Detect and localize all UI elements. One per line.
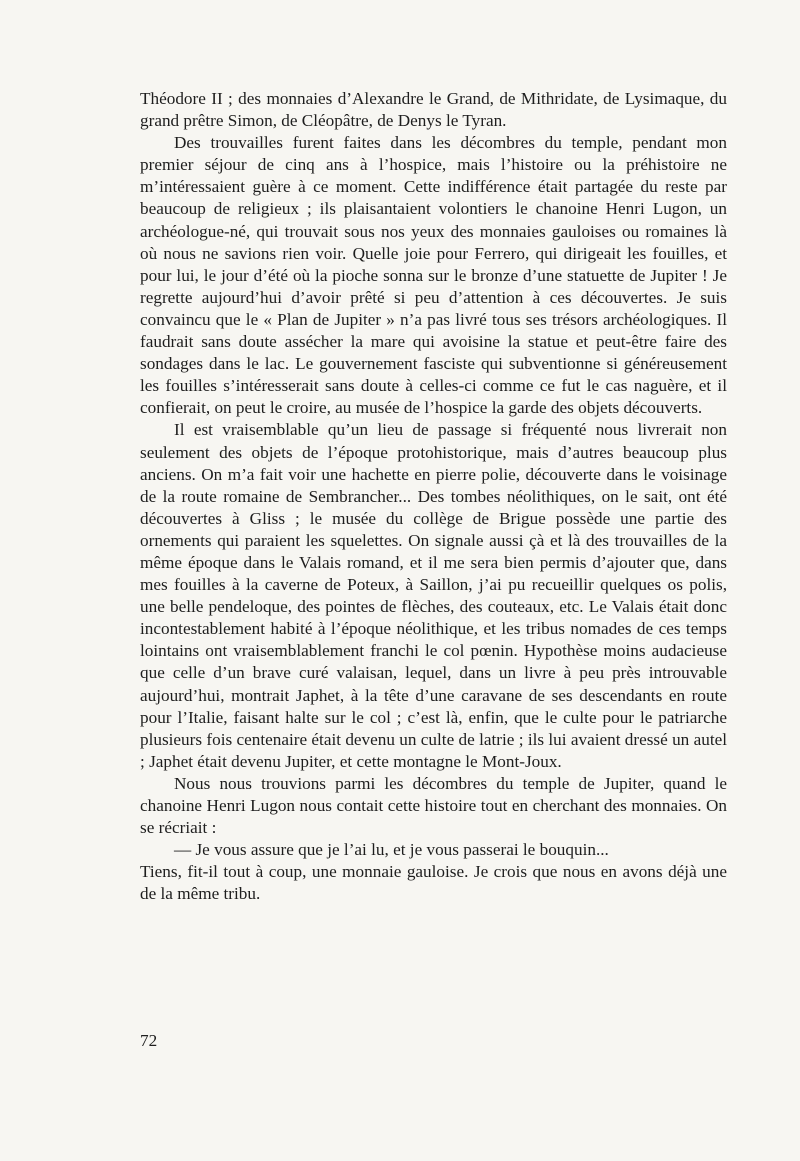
paragraph-temple-ruins: Nous nous trouvions parmi les décombres du temple de Jupiter, quand le chanoine Henri Lugon nous contait cette histoire tout en cherchant des monnaies. On se récriait :: [140, 773, 727, 838]
page-number: 72: [140, 1031, 158, 1050]
paragraph-gaulish-coin: Tiens, fit-il tout à coup, une monnaie gauloise. Je crois que nous en avons déjà une de la même tribu.: [140, 862, 727, 904]
paragraph-continuation: Théodore II ; des monnaies d’Alexandre le Grand, de Mithridate, de Lysimaque, du grand prêtre Simon, de Cléopâtre, de Denys le Tyran.: [140, 89, 727, 131]
paragraph-dialogue: — Je vous assure que je l’ai lu, et je vous passerai le bouquin...: [174, 840, 609, 860]
paragraph-discoveries: Des trouvailles furent faites dans les décombres du temple, pendant mon premier séjour de cinq ans à l’hospice, mais l’histoire ou la préhistoire ne m’intéressaient guère à ce moment. Cette indifférence était partagée du reste par beaucoup de religieux ; ils plaisantaient volontiers le chanoine Henri Lugon, un archéologue-né, qui trouvait sous nos yeux des monnaies gauloises ou romaines là où nous ne savions rien voir. Quelle joie pour Ferrero, qui dirigeait les fouilles, et pour lui, le jour d’été où la pioche sonna sur le bronze d’une statuette de Jupiter ! Je regrette aujourd’hui d’avoir prêté si peu d’attention à ces découvertes. Je suis convaincu que le « Plan de Jupiter » n’a pas livré tous ses trésors archéologiques. Il faudrait sans doute assécher la mare qui avoisine la statue et peut-être faire des sondages dans le lac. Le gouvernement fasciste qui subventionne si généreusement les fouilles s’intéresserait sans doute à celles-ci comme ce fut le cas naguère, et il confierait, on peut le croire, au musée de l’hospice la garde des objets découverts.: [140, 133, 727, 418]
body-text: [140, 88, 727, 905]
paragraph-neolithic: Il est vraisemblable qu’un lieu de passage si fréquenté nous livrerait non seulement des objets de l’époque protohistorique, mais d’autres beaucoup plus anciens. On m’a fait voir une hachette en pierre polie, découverte dans le voisinage de la route romaine de Sembrancher... Des tombes néolithiques, on le sait, ont été découvertes à Gliss ; le musée du collège de Brigue possède une partie des ornements qui paraient les squelettes. On signale aussi çà et là des trouvailles de la même époque dans le Valais romand, et il me sera bien permis d’ajouter que, dans mes fouilles à la caverne de Poteux, à Saillon, j’ai pu recueillir quelques os polis, une belle pendeloque, des pointes de flèches, des couteaux, etc. Le Valais était donc incontestablement habité à l’époque néolithique, et les tribus nomades de ces temps lointains ont vraisemblablement franchi le col pœnin. Hypothèse moins audacieuse que celle d’un brave curé valaisan, lequel, dans un livre à peu près introuvable aujourd’hui, montrait Japhet, à la tête d’une caravane de ses descendants en route pour l’Italie, faisant halte sur le col ; c’est là, enfin, que le culte pour le patriarche plusieurs fois centenaire était devenu un culte de latrie ; ils lui avaient dressé un autel ; Japhet était devenu Jupiter, et cette montagne le Mont-Joux.: [140, 420, 727, 771]
